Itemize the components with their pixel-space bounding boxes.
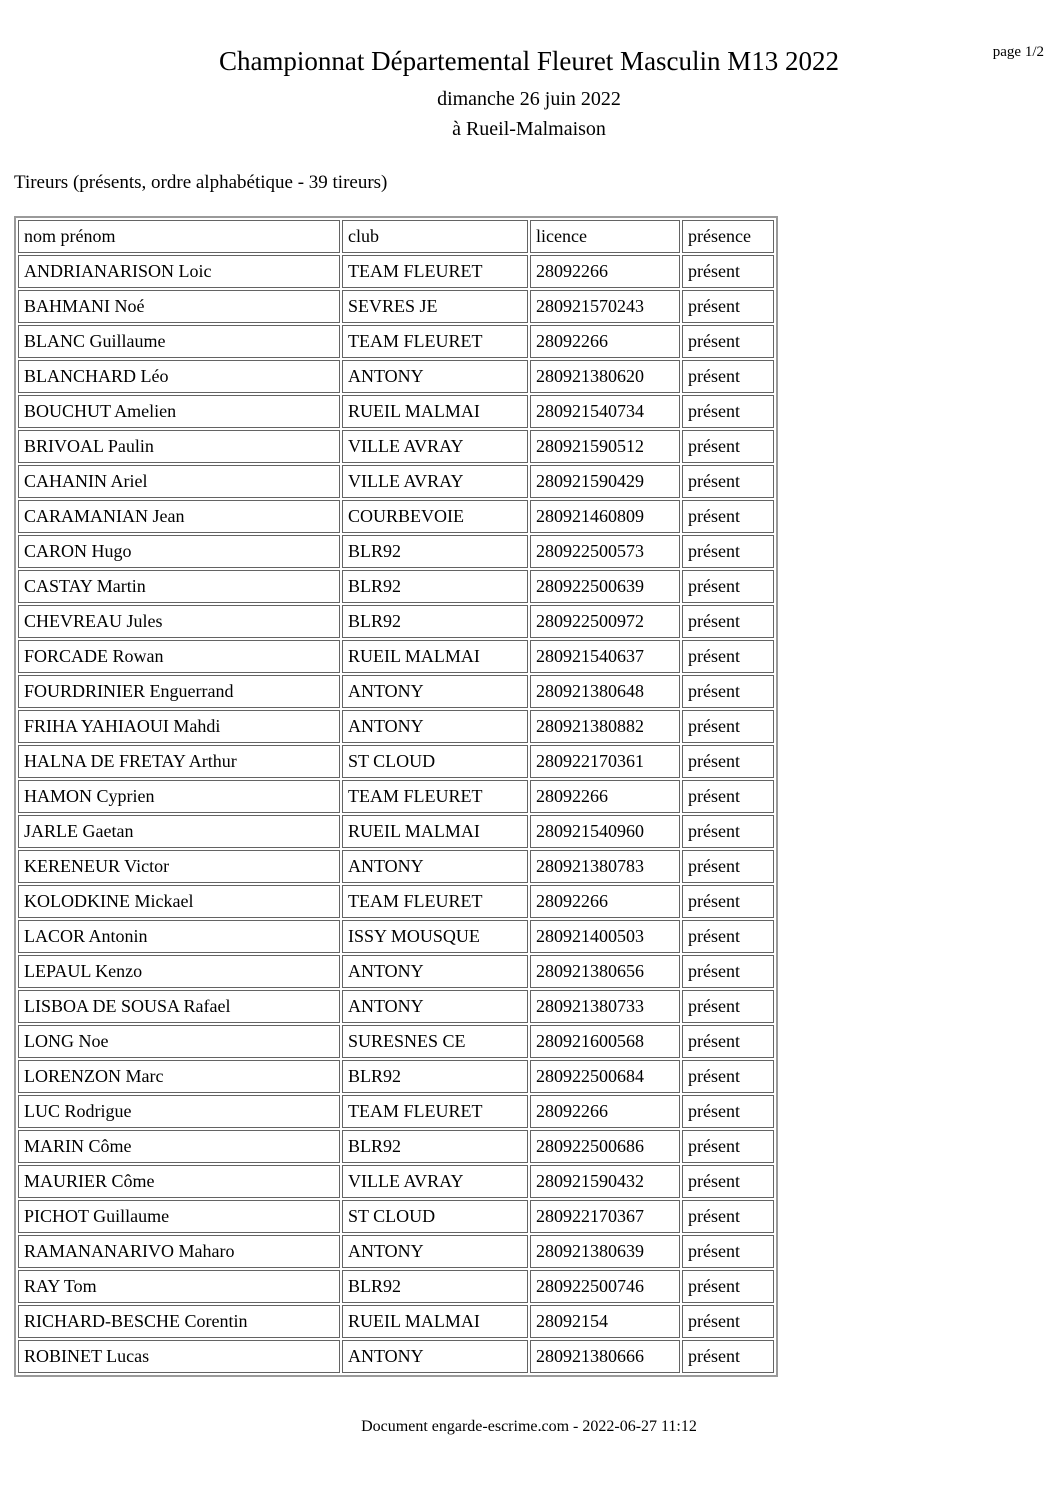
cell-licence: 280922500573 [530, 535, 680, 568]
cell-licence: 280921380620 [530, 360, 680, 393]
cell-club: BLR92 [342, 605, 528, 638]
cell-presence: présent [682, 325, 774, 358]
table-row [18, 920, 774, 953]
cell-name: LEPAUL Kenzo [18, 955, 340, 988]
cell-club: TEAM FLEURET [342, 1095, 528, 1128]
cell-name: CARAMANIAN Jean [18, 500, 340, 533]
event-location: à Rueil-Malmaison [452, 118, 606, 140]
table-row [18, 360, 774, 393]
cell-name: BRIVOAL Paulin [18, 430, 340, 463]
cell-name: LISBOA DE SOUSA Rafael [18, 990, 340, 1023]
cell-licence: 280921460809 [530, 500, 680, 533]
cell-club: RUEIL MALMAI [342, 640, 528, 673]
cell-presence: présent [682, 255, 774, 288]
cell-name: LONG Noe [18, 1025, 340, 1058]
table-row [18, 1305, 774, 1338]
cell-club: BLR92 [342, 570, 528, 603]
table-row [18, 1130, 774, 1163]
cell-name: RAY Tom [18, 1270, 340, 1303]
cell-name: KOLODKINE Mickael [18, 885, 340, 918]
cell-presence: présent [682, 1200, 774, 1233]
column-header-name: nom prénom [18, 220, 340, 253]
cell-licence: 280922500639 [530, 570, 680, 603]
table-row [18, 850, 774, 883]
cell-licence: 28092154 [530, 1305, 680, 1338]
cell-name: CARON Hugo [18, 535, 340, 568]
cell-presence: présent [682, 990, 774, 1023]
cell-name: BLANCHARD Léo [18, 360, 340, 393]
cell-name: LORENZON Marc [18, 1060, 340, 1093]
event-date: dimanche 26 juin 2022 [437, 88, 621, 110]
table-row [18, 885, 774, 918]
cell-presence: présent [682, 395, 774, 428]
cell-presence: présent [682, 815, 774, 848]
cell-name: RAMANANARIVO Maharo [18, 1235, 340, 1268]
cell-licence: 280922500972 [530, 605, 680, 638]
table-row [18, 1200, 774, 1233]
cell-club: TEAM FLEURET [342, 325, 528, 358]
table-row [18, 395, 774, 428]
table-row [18, 535, 774, 568]
table-row [18, 780, 774, 813]
cell-presence: présent [682, 1235, 774, 1268]
cell-club: ST CLOUD [342, 1200, 528, 1233]
attendance-table [14, 216, 778, 1377]
cell-club: BLR92 [342, 1130, 528, 1163]
cell-name: CASTAY Martin [18, 570, 340, 603]
cell-licence: 280921400503 [530, 920, 680, 953]
cell-name: FRIHA YAHIAOUI Mahdi [18, 710, 340, 743]
cell-licence: 280921540637 [530, 640, 680, 673]
table-row [18, 990, 774, 1023]
cell-presence: présent [682, 1130, 774, 1163]
cell-licence: 280921540960 [530, 815, 680, 848]
cell-licence: 280922500686 [530, 1130, 680, 1163]
cell-club: ANTONY [342, 850, 528, 883]
cell-club: ANTONY [342, 955, 528, 988]
cell-licence: 280921600568 [530, 1025, 680, 1058]
cell-licence: 280922500684 [530, 1060, 680, 1093]
cell-club: ANTONY [342, 710, 528, 743]
cell-name: BAHMANI Noé [18, 290, 340, 323]
cell-name: JARLE Gaetan [18, 815, 340, 848]
table-row [18, 710, 774, 743]
table-row [18, 500, 774, 533]
cell-presence: présent [682, 745, 774, 778]
cell-presence: présent [682, 640, 774, 673]
cell-licence: 280921380656 [530, 955, 680, 988]
table-row [18, 815, 774, 848]
cell-presence: présent [682, 290, 774, 323]
cell-club: SEVRES JE [342, 290, 528, 323]
cell-presence: présent [682, 1025, 774, 1058]
cell-presence: présent [682, 535, 774, 568]
cell-presence: présent [682, 1305, 774, 1338]
cell-licence: 280921380783 [530, 850, 680, 883]
cell-presence: présent [682, 885, 774, 918]
cell-name: MARIN Côme [18, 1130, 340, 1163]
cell-presence: présent [682, 1270, 774, 1303]
document-footer: Document engarde-escrime.com - 2022-06-27 11:12 [361, 1418, 697, 1435]
cell-club: ANTONY [342, 360, 528, 393]
cell-name: LACOR Antonin [18, 920, 340, 953]
table-row [18, 255, 774, 288]
column-header-presence: présence [682, 220, 774, 253]
cell-licence: 280921590512 [530, 430, 680, 463]
cell-licence: 28092266 [530, 780, 680, 813]
cell-club: ANTONY [342, 675, 528, 708]
table-row [18, 465, 774, 498]
cell-club: VILLE AVRAY [342, 430, 528, 463]
cell-presence: présent [682, 780, 774, 813]
cell-club: COURBEVOIE [342, 500, 528, 533]
attendance-table-body [18, 255, 774, 1373]
cell-presence: présent [682, 570, 774, 603]
page-title: Championnat Départemental Fleuret Masculin M13 2022 [218, 46, 840, 76]
cell-club: BLR92 [342, 1060, 528, 1093]
table-row [18, 955, 774, 988]
table-row [18, 1270, 774, 1303]
cell-licence: 280921590432 [530, 1165, 680, 1198]
cell-name: PICHOT Guillaume [18, 1200, 340, 1233]
table-row [18, 745, 774, 778]
cell-licence: 280921590429 [530, 465, 680, 498]
cell-club: VILLE AVRAY [342, 1165, 528, 1198]
cell-name: HALNA DE FRETAY Arthur [18, 745, 340, 778]
cell-presence: présent [682, 360, 774, 393]
column-header-licence: licence [530, 220, 680, 253]
cell-licence: 280922170367 [530, 1200, 680, 1233]
table-row [18, 1095, 774, 1128]
cell-club: ANTONY [342, 1235, 528, 1268]
cell-club: ST CLOUD [342, 745, 528, 778]
cell-licence: 280921570243 [530, 290, 680, 323]
cell-licence: 280922170361 [530, 745, 680, 778]
cell-presence: présent [682, 1165, 774, 1198]
cell-club: ANTONY [342, 1340, 528, 1373]
cell-presence: présent [682, 430, 774, 463]
table-row [18, 1165, 774, 1198]
cell-presence: présent [682, 1060, 774, 1093]
cell-presence: présent [682, 1095, 774, 1128]
table-row [18, 290, 774, 323]
header-row [18, 220, 774, 253]
cell-name: KERENEUR Victor [18, 850, 340, 883]
cell-licence: 28092266 [530, 325, 680, 358]
cell-licence: 280921380666 [530, 1340, 680, 1373]
cell-club: RUEIL MALMAI [342, 1305, 528, 1338]
table-row [18, 605, 774, 638]
cell-club: TEAM FLEURET [342, 255, 528, 288]
cell-club: RUEIL MALMAI [342, 815, 528, 848]
column-header-club: club [342, 220, 528, 253]
table-row [18, 675, 774, 708]
cell-licence: 280921540734 [530, 395, 680, 428]
cell-presence: présent [682, 1340, 774, 1373]
cell-club: BLR92 [342, 1270, 528, 1303]
cell-licence: 28092266 [530, 885, 680, 918]
cell-name: CHEVREAU Jules [18, 605, 340, 638]
cell-licence: 280921380882 [530, 710, 680, 743]
cell-presence: présent [682, 500, 774, 533]
cell-presence: présent [682, 465, 774, 498]
table-row [18, 1025, 774, 1058]
table-row [18, 570, 774, 603]
cell-club: VILLE AVRAY [342, 465, 528, 498]
cell-club: TEAM FLEURET [342, 780, 528, 813]
attendance-table-header [18, 220, 774, 253]
cell-name: ROBINET Lucas [18, 1340, 340, 1373]
table-row [18, 1235, 774, 1268]
cell-licence: 280921380639 [530, 1235, 680, 1268]
cell-name: FOURDRINIER Enguerrand [18, 675, 340, 708]
cell-club: RUEIL MALMAI [342, 395, 528, 428]
cell-club: SURESNES CE [342, 1025, 528, 1058]
page-indicator: page 1/2 [992, 44, 1044, 60]
table-row [18, 1060, 774, 1093]
cell-club: BLR92 [342, 535, 528, 568]
cell-name: MAURIER Côme [18, 1165, 340, 1198]
cell-licence: 280922500746 [530, 1270, 680, 1303]
cell-licence: 28092266 [530, 255, 680, 288]
section-label-tireurs: Tireurs (présents, ordre alphabétique - 39 tireurs) [14, 172, 388, 193]
cell-club: ISSY MOUSQUE [342, 920, 528, 953]
table-row [18, 640, 774, 673]
cell-presence: présent [682, 850, 774, 883]
cell-name: BLANC Guillaume [18, 325, 340, 358]
cell-name: BOUCHUT Amelien [18, 395, 340, 428]
cell-presence: présent [682, 605, 774, 638]
cell-name: HAMON Cyprien [18, 780, 340, 813]
cell-presence: présent [682, 920, 774, 953]
table-row [18, 1340, 774, 1373]
cell-name: RICHARD-BESCHE Corentin [18, 1305, 340, 1338]
cell-name: ANDRIANARISON Loic [18, 255, 340, 288]
cell-licence: 280921380648 [530, 675, 680, 708]
cell-name: FORCADE Rowan [18, 640, 340, 673]
cell-name: CAHANIN Ariel [18, 465, 340, 498]
cell-presence: présent [682, 675, 774, 708]
cell-licence: 280921380733 [530, 990, 680, 1023]
cell-presence: présent [682, 955, 774, 988]
table-row [18, 325, 774, 358]
cell-name: LUC Rodrigue [18, 1095, 340, 1128]
cell-club: TEAM FLEURET [342, 885, 528, 918]
cell-licence: 28092266 [530, 1095, 680, 1128]
table-row [18, 430, 774, 463]
cell-club: ANTONY [342, 990, 528, 1023]
cell-presence: présent [682, 710, 774, 743]
